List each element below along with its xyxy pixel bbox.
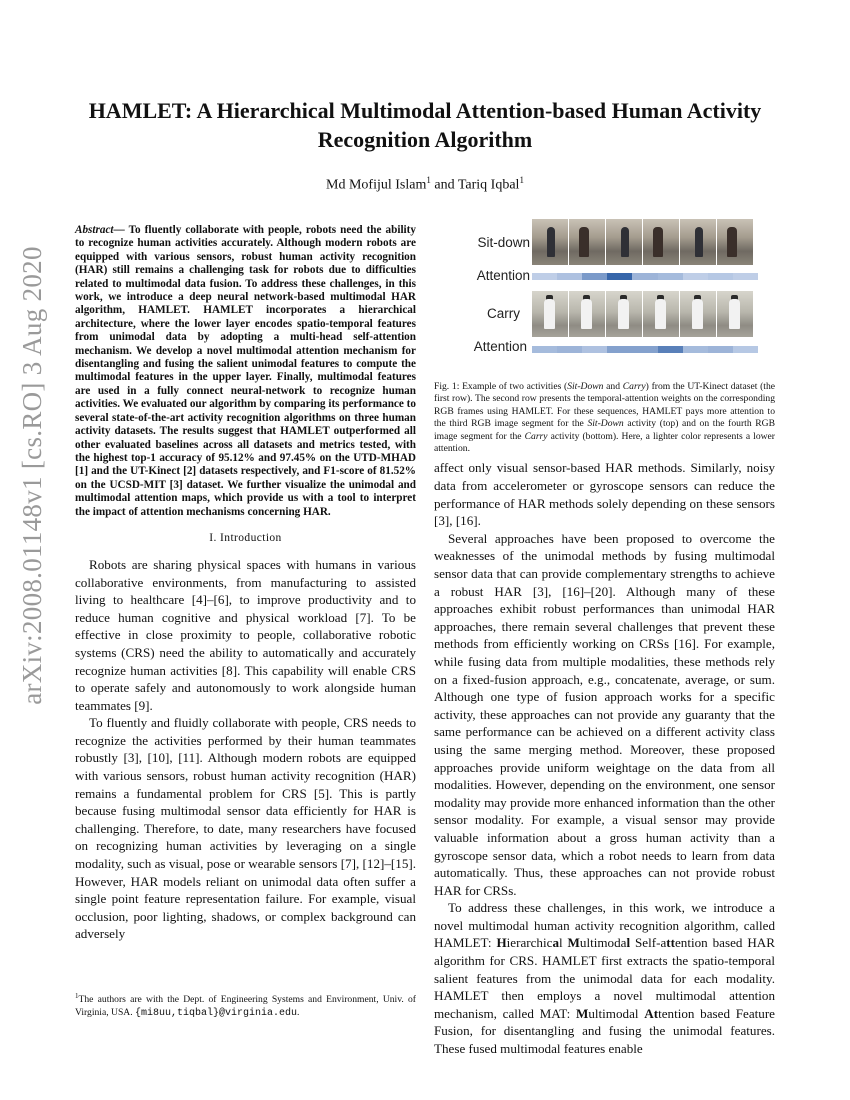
footnote-marker: 1 bbox=[75, 992, 79, 1000]
title-line-2: Recognition Algorithm bbox=[317, 127, 533, 152]
caption-activity-sitdown-2: Sit-Down bbox=[587, 418, 624, 430]
rgb-frame bbox=[569, 219, 605, 265]
author-2: Tariq Iqbal bbox=[457, 177, 520, 193]
author-2-affiliation: 1 bbox=[519, 175, 524, 185]
figure-label-attention-1: Attention bbox=[476, 268, 530, 283]
left-column bbox=[75, 224, 416, 943]
p3-acronym-letter: l bbox=[626, 935, 631, 951]
attention-cell bbox=[683, 273, 708, 280]
caption-activity-carry: Carry bbox=[622, 381, 646, 392]
caption-and: and bbox=[603, 381, 623, 392]
attention-cell bbox=[708, 273, 733, 280]
p3-part: ention based HAR algorithm for CRS. HAMLET first extracts the spatio-temporal salient features from the unimodal data for each modality. HAMLET then employs a novel multimodal attention mechanism, called MAT: bbox=[434, 935, 775, 1021]
abstract-label: Abstract bbox=[75, 224, 114, 236]
attention-cell bbox=[632, 346, 657, 353]
p3-part: To address these challenges, in this work, we introduce a novel multimodal human activity recognition algorithm, called HAMLET: bbox=[434, 900, 775, 951]
arxiv-identifier: arXiv:2008.01148v1 [cs.RO] 3 Aug 2020 bbox=[16, 245, 47, 705]
caption-prefix: Fig. 1: Example of two activities ( bbox=[434, 381, 568, 392]
attention-cell bbox=[532, 273, 557, 280]
footnote-text: The authors are with the Dept. of Engineering Systems and Environment, Univ. of Virginia, USA. bbox=[75, 994, 416, 1018]
p3-part: S bbox=[630, 935, 643, 951]
p3-part: ultimodal bbox=[588, 1005, 645, 1021]
caption-activity-carry-2: Carry bbox=[524, 430, 548, 442]
intro-paragraph-1: Robots are sharing physical spaces with humans in various collaborative environments, from manufacturing to assisted living to healthcare [4]–[6], to improve productivity and to reduce human cognitive and physical workload [7]. To be effective in close proximity to people, collaborative robotic systems (CRS) need the ability to automatically and accurately recognize human activities [8]. This capability will enable CRS to operate safely and autonomously to work alongside human teammates [9]. bbox=[75, 556, 416, 713]
p3-acronym-letter: H bbox=[496, 935, 507, 951]
p3-acronym-letter: M bbox=[575, 1005, 589, 1021]
rgb-frame bbox=[569, 291, 605, 337]
p3-part: l bbox=[558, 935, 568, 951]
arxiv-sidebar-stamp bbox=[2, 245, 62, 705]
footnote bbox=[75, 990, 416, 1020]
figure-label-carry: Carry bbox=[487, 306, 520, 321]
attention-cell bbox=[733, 273, 758, 280]
title-line-1: HAMLET: A Hierarchical Multimodal Attention-based Human Activity bbox=[88, 98, 762, 123]
footnote-end: . bbox=[297, 1006, 300, 1018]
attention-cell bbox=[733, 346, 758, 353]
intro-paragraph-2: To fluently and fluidly collaborate with people, CRS needs to recognize the activities performed by their human teammates robustly [3], [10], [11]. Although modern robots are equipped with various sensors, robust human activity recognition (HAR) remains a fundamental problem for CRS [5]. This is partly because fusing multimodal sensor data efficiently for HAR is challenging. Therefore, to date, many researchers have focused on recognizing human activities by leveraging on a single modality, such as visual, pose or wearable sensors [7], [12]–[15]. However, HAR models reliant on unimodal data often suffer a single point feature representation failure. For example, visual occlusion, poor lighting, shadows, or complex background can adversely bbox=[75, 715, 416, 942]
caption-suffix: activity (bottom). Here, a lighter color represents a lower attention. bbox=[434, 430, 775, 455]
caption-middle-1: ) from the UT-Kinect dataset (the first row). The second row presents the temporal-attention weights on the corresponding RGB frames using HAMLET. For these sequences, HAMLET pays more attention to the third RGB image segment for the bbox=[434, 381, 775, 430]
sitdown-frame-strip bbox=[532, 219, 754, 265]
rgb-frame bbox=[606, 219, 642, 265]
caption-middle-2: activity (top) and on the fourth RGB image segment for the bbox=[434, 418, 775, 442]
rgb-frame bbox=[680, 291, 716, 337]
attention-cell bbox=[532, 346, 557, 353]
rgb-frame bbox=[532, 291, 568, 337]
figure-1-caption bbox=[434, 381, 775, 455]
p3-acronym-letter: M bbox=[567, 935, 580, 951]
rgb-frame bbox=[680, 219, 716, 265]
sitdown-attention-bar bbox=[532, 273, 758, 280]
figure-1 bbox=[434, 215, 775, 375]
figure-label-attention-2: Attention bbox=[473, 339, 527, 354]
p3-part: elf-a bbox=[642, 935, 667, 951]
rgb-frame bbox=[643, 219, 679, 265]
attention-cell bbox=[683, 346, 708, 353]
attention-cell bbox=[557, 346, 582, 353]
attention-cell bbox=[658, 273, 683, 280]
p3-acronym-letter: tt bbox=[666, 935, 675, 951]
attention-cell bbox=[708, 346, 733, 353]
section-heading-introduction: I. Introduction bbox=[209, 531, 282, 544]
attention-cell bbox=[557, 273, 582, 280]
p3-part: ultimoda bbox=[579, 935, 627, 951]
abstract-text: — To fluently collaborate with people, robots need the ability to recognize human activities accurately. Although modern robots are equipped with various sensors, robust human activity recognition (HAR) still remains a challenging task for robots due to difficulties related to multimodal data fusion. To address these challenges, in this work, we introduce a deep neural network-based multimodal HAR algorithm, HAMLET. HAMLET incorporates a hierarchical architecture, where the lower layer encodes spatio-temporal features from unimodal data by adopting a multi-head self-attention mechanism. We develop a novel multimodal attention mechanism for disentangling and fusing the salient unimodal features to compute the multimodal features in the upper layer. Finally, multimodal features are used in a fully connect neural-network to recognize human activities. We evaluated our algorithm by comparing its performance to several state-of-the-art activity recognition algorithms on three human activity datasets. The results suggest that HAMLET outperformed all other evaluated baselines across all datasets and metrics tested, with the highest top-1 accuracy of 95.12% and 97.45% on the UTD-MHAD [1] and the UT-Kinect [2] datasets respectively, and F1-score of 81.52% on the UCSD-MIT [3] dataset. We further visualize the unimodal and multimodal attention maps, which provide us with a tool to interpret the impact of attention mechanisms concerning HAR. bbox=[75, 224, 416, 518]
attention-cell bbox=[582, 346, 607, 353]
attention-cell bbox=[582, 273, 607, 280]
author-1-affiliation: 1 bbox=[426, 175, 431, 185]
attention-cell bbox=[658, 346, 683, 353]
rgb-frame bbox=[717, 291, 753, 337]
caption-activity-sitdown: Sit-Down bbox=[567, 381, 604, 392]
p3-acronym-letter: At bbox=[644, 1005, 659, 1021]
p3-acronym-letter: a bbox=[552, 935, 559, 951]
author-1: Md Mofijul Islam bbox=[326, 177, 427, 193]
figure-label-sitdown: Sit-down bbox=[477, 235, 530, 250]
right-paragraph-3 bbox=[434, 899, 775, 1057]
p3-part: ierarchic bbox=[506, 935, 553, 951]
attention-cell bbox=[607, 273, 632, 280]
carry-attention-bar bbox=[532, 346, 758, 353]
rgb-frame bbox=[606, 291, 642, 337]
attention-cell bbox=[632, 273, 657, 280]
p3-part: tention based Feature Fusion, for disentangling and fusing the unimodal features. These fused multimodal features enable bbox=[434, 1005, 775, 1057]
rgb-frame bbox=[532, 219, 568, 265]
abstract bbox=[75, 224, 416, 519]
rgb-frame bbox=[643, 291, 679, 337]
carry-frame-strip bbox=[532, 291, 754, 337]
author-list bbox=[60, 175, 790, 194]
rgb-frame bbox=[717, 219, 753, 265]
attention-cell bbox=[607, 346, 632, 353]
paper-title bbox=[60, 96, 790, 154]
footnote-email: {mi8uu,tiqbal}@virginia.edu bbox=[135, 1007, 298, 1019]
right-paragraph-1: affect only visual sensor-based HAR methods. Similarly, noisy data from accelerometer or gyroscope sensors can reduce the performance of HAR methods solely depending on these sensors [3], [16]. bbox=[434, 460, 775, 529]
right-paragraph-2: Several approaches have been proposed to overcome the weaknesses of the unimodal methods by fusing multimodal sensor data that can provide complementary strengths to achieve a robust HAR [3], [16]–[20]. Although many of these approaches exhibit robust performances than unimodal HAR approaches, there remain several challenges that prevent these methods from efficiently working on CRSs [16]. For example, while fusing data from multiple modalities, these methods rely on a fixed-fusion approach, e.g., concatenate, average, or sum. Although one type of fusion approach works for a specific activity, these approaches can not provide any guaranty that the same performance can be achieved on a different activity class using the same merging method. Moreover, these proposed approaches provide uniform weightage on the data from all modalities. However, depending on the environment, one sensor modality may provide more enhanced information than the other sensor modality. For example, a visual sensor may provide valuable information about a gross human activity than a gyroscope sensor data, which a robot needs to learn from data automatically. Thus, these approaches can not provide robust HAR for CRSs. bbox=[434, 530, 775, 898]
author-conjunction: and bbox=[430, 177, 458, 193]
right-column bbox=[434, 215, 775, 1058]
